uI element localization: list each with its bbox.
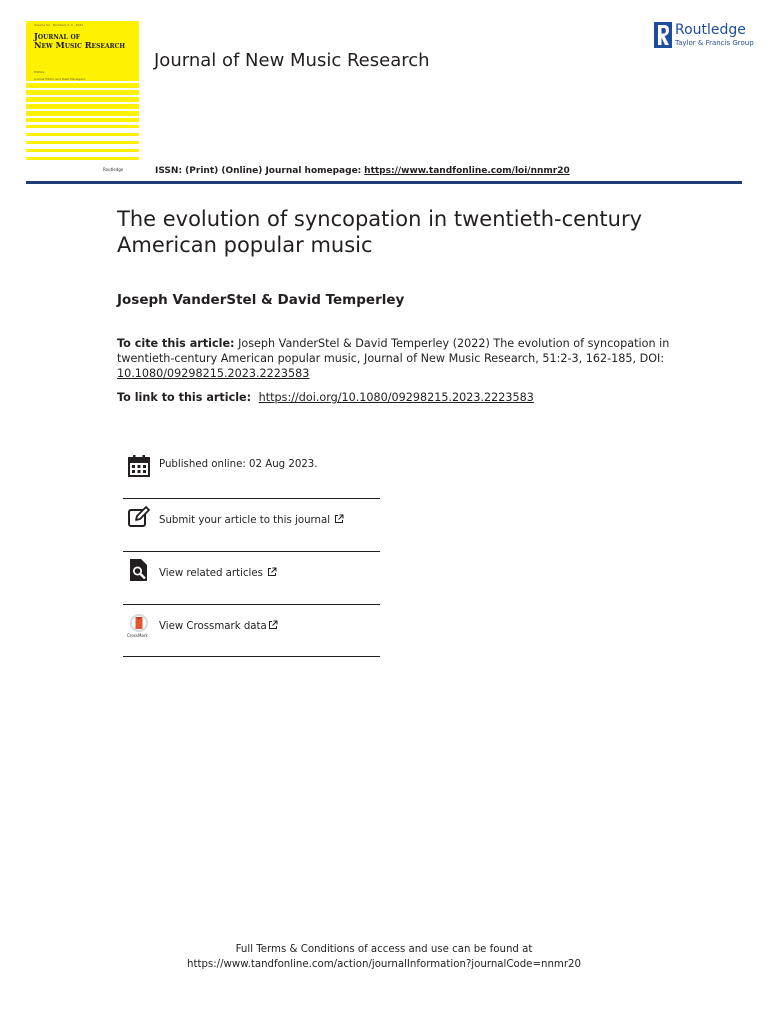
external-link-icon xyxy=(267,567,277,577)
crossmark-link[interactable] xyxy=(159,620,278,632)
related-articles-row[interactable] xyxy=(123,552,380,604)
cover-yellow-block xyxy=(26,21,139,122)
external-link-icon xyxy=(334,514,344,524)
cover-stripe xyxy=(26,141,139,144)
submit-article-row[interactable] xyxy=(123,499,380,551)
cite-doi-link[interactable]: 10.1080/09298215.2023.2223583 xyxy=(117,367,310,380)
cover-stripe xyxy=(26,125,139,128)
journal-cover-thumbnail xyxy=(26,21,139,181)
external-link-icon xyxy=(268,620,278,630)
issn-line xyxy=(155,166,570,176)
cover-title xyxy=(34,32,125,50)
crossmark-small-label: CrossMark xyxy=(127,633,148,638)
header-rule xyxy=(26,181,742,184)
footer-line1: Full Terms & Conditions of access and use can be found at xyxy=(235,944,533,955)
crossmark-row[interactable] xyxy=(123,605,380,657)
citation-block xyxy=(117,336,677,381)
footer-terms-link[interactable]: https://www.tandfonline.com/action/journalInformation?journalCode=nnmr20 xyxy=(187,959,581,970)
article-title: The evolution of syncopation in twentieth-century American popular music xyxy=(117,207,643,257)
journal-homepage-link[interactable]: https://www.tandfonline.com/loi/nnmr20 xyxy=(364,166,570,176)
calendar-icon xyxy=(127,454,151,478)
footer-terms xyxy=(0,942,768,972)
published-online-row xyxy=(123,446,380,498)
submit-article-label: Submit your article to this journal xyxy=(159,515,331,526)
cover-title-line2: New Music Research xyxy=(34,40,126,50)
cover-publisher-logo: Routledge xyxy=(103,167,124,172)
publisher-subtitle: Taylor & Francis Group xyxy=(675,39,754,47)
issn-label: ISSN: (Print) (Online) Journal homepage: xyxy=(155,166,362,176)
cite-label: To cite this article: xyxy=(117,337,235,350)
article-authors: Joseph VanderStel & David Temperley xyxy=(117,292,405,308)
journal-name[interactable]: Journal of New Music Research xyxy=(154,50,430,71)
search-document-icon xyxy=(127,558,151,582)
cover-title-line1: Journal of xyxy=(34,31,81,41)
article-doi-link[interactable]: https://doi.org/10.1080/09298215.2023.2223583 xyxy=(258,391,534,404)
related-articles-link[interactable] xyxy=(159,567,277,579)
submit-article-link[interactable] xyxy=(159,514,344,526)
cover-meta: Volume 51 · Numbers 2–3 · 2022 xyxy=(34,23,84,27)
cover-stripe xyxy=(26,157,139,160)
article-link-line xyxy=(117,391,534,404)
divider xyxy=(123,656,380,657)
cover-stripe xyxy=(26,133,139,136)
crossmark-label: View Crossmark data xyxy=(159,621,267,632)
link-label: To link to this article: xyxy=(117,391,252,404)
cover-stripe xyxy=(26,149,139,152)
publisher-name: Routledge xyxy=(675,22,746,38)
routledge-r-icon xyxy=(654,22,672,48)
cover-subtitle2: Journal Editor and Desk Managers xyxy=(34,77,85,81)
routledge-logo[interactable] xyxy=(654,22,754,48)
related-articles-label: View related articles xyxy=(159,568,263,579)
edit-document-icon xyxy=(127,505,151,529)
published-online-text: Published online: 02 Aug 2023. xyxy=(159,459,318,470)
cover-subtitle1: Editors xyxy=(34,70,45,74)
cite-text: Joseph VanderStel & David Temperley (2022) The evolution of syncopation in twentieth-century American popular music, Journal of New Music Research, 51:2-3, 162-185, DOI: xyxy=(117,337,670,365)
